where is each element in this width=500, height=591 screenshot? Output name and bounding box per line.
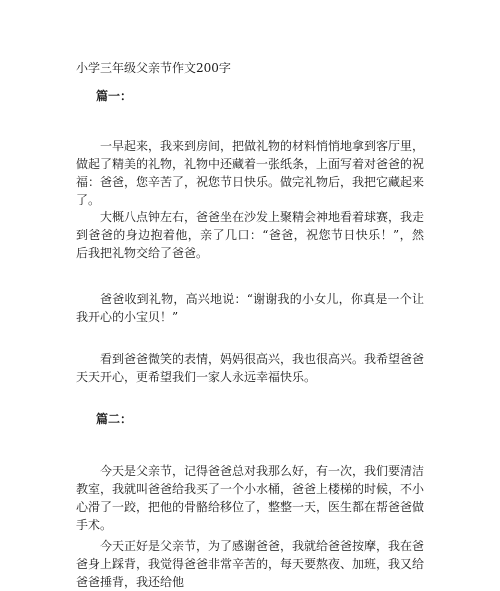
paragraph: 看到爸爸微笑的表情，妈妈很高兴，我也很高兴。我希望爸爸天天开心，更希望我们一家人永远幸福快乐。 [76, 352, 425, 384]
paragraph: 大概八点钟左右，爸爸坐在沙发上聚精会神地看着球赛，我走到爸爸的身边抱着他，亲了几口：“爸爸，祝您节日快乐！”，然后我把礼物交给了爸爸。 [76, 210, 425, 260]
paragraph: 爸爸收到礼物，高兴地说：“谢谢我的小女儿，你真是一个让我开心的小宝贝！” [76, 292, 424, 324]
paragraph: 一早起来，我来到房间，把做礼物的材料悄悄地拿到客厅里，做起了精美的礼物，礼物中还藏着一张纸条，上面写着对爸爸的祝福：爸爸，您辛苦了，祝您节日快乐。做完礼物后，我把它藏起来了。 [76, 139, 425, 207]
paragraph: 今天正好是父亲节，为了感谢爸爸，我就给爸爸按摩，我在爸爸身上踩背，我觉得爸爸非常辛苦的，每天要熬夜、加班，我又给爸爸捶背，我还给他 [76, 539, 425, 589]
paragraph: 今天是父亲节，记得爸爸总对我那么好，有一次，我们要清洁教室，我就叫爸爸给我买了一个小水桶，爸爸上楼梯的时候，不小心滑了一跤，把他的骨骼给移位了，整整一天，医生都在帮爸爸做手术。 [76, 464, 425, 532]
section-heading-2: 篇二： [96, 412, 133, 426]
section-heading-1: 篇一： [96, 89, 133, 103]
document-title: 小学三年级父亲节作文200字 [76, 61, 231, 75]
